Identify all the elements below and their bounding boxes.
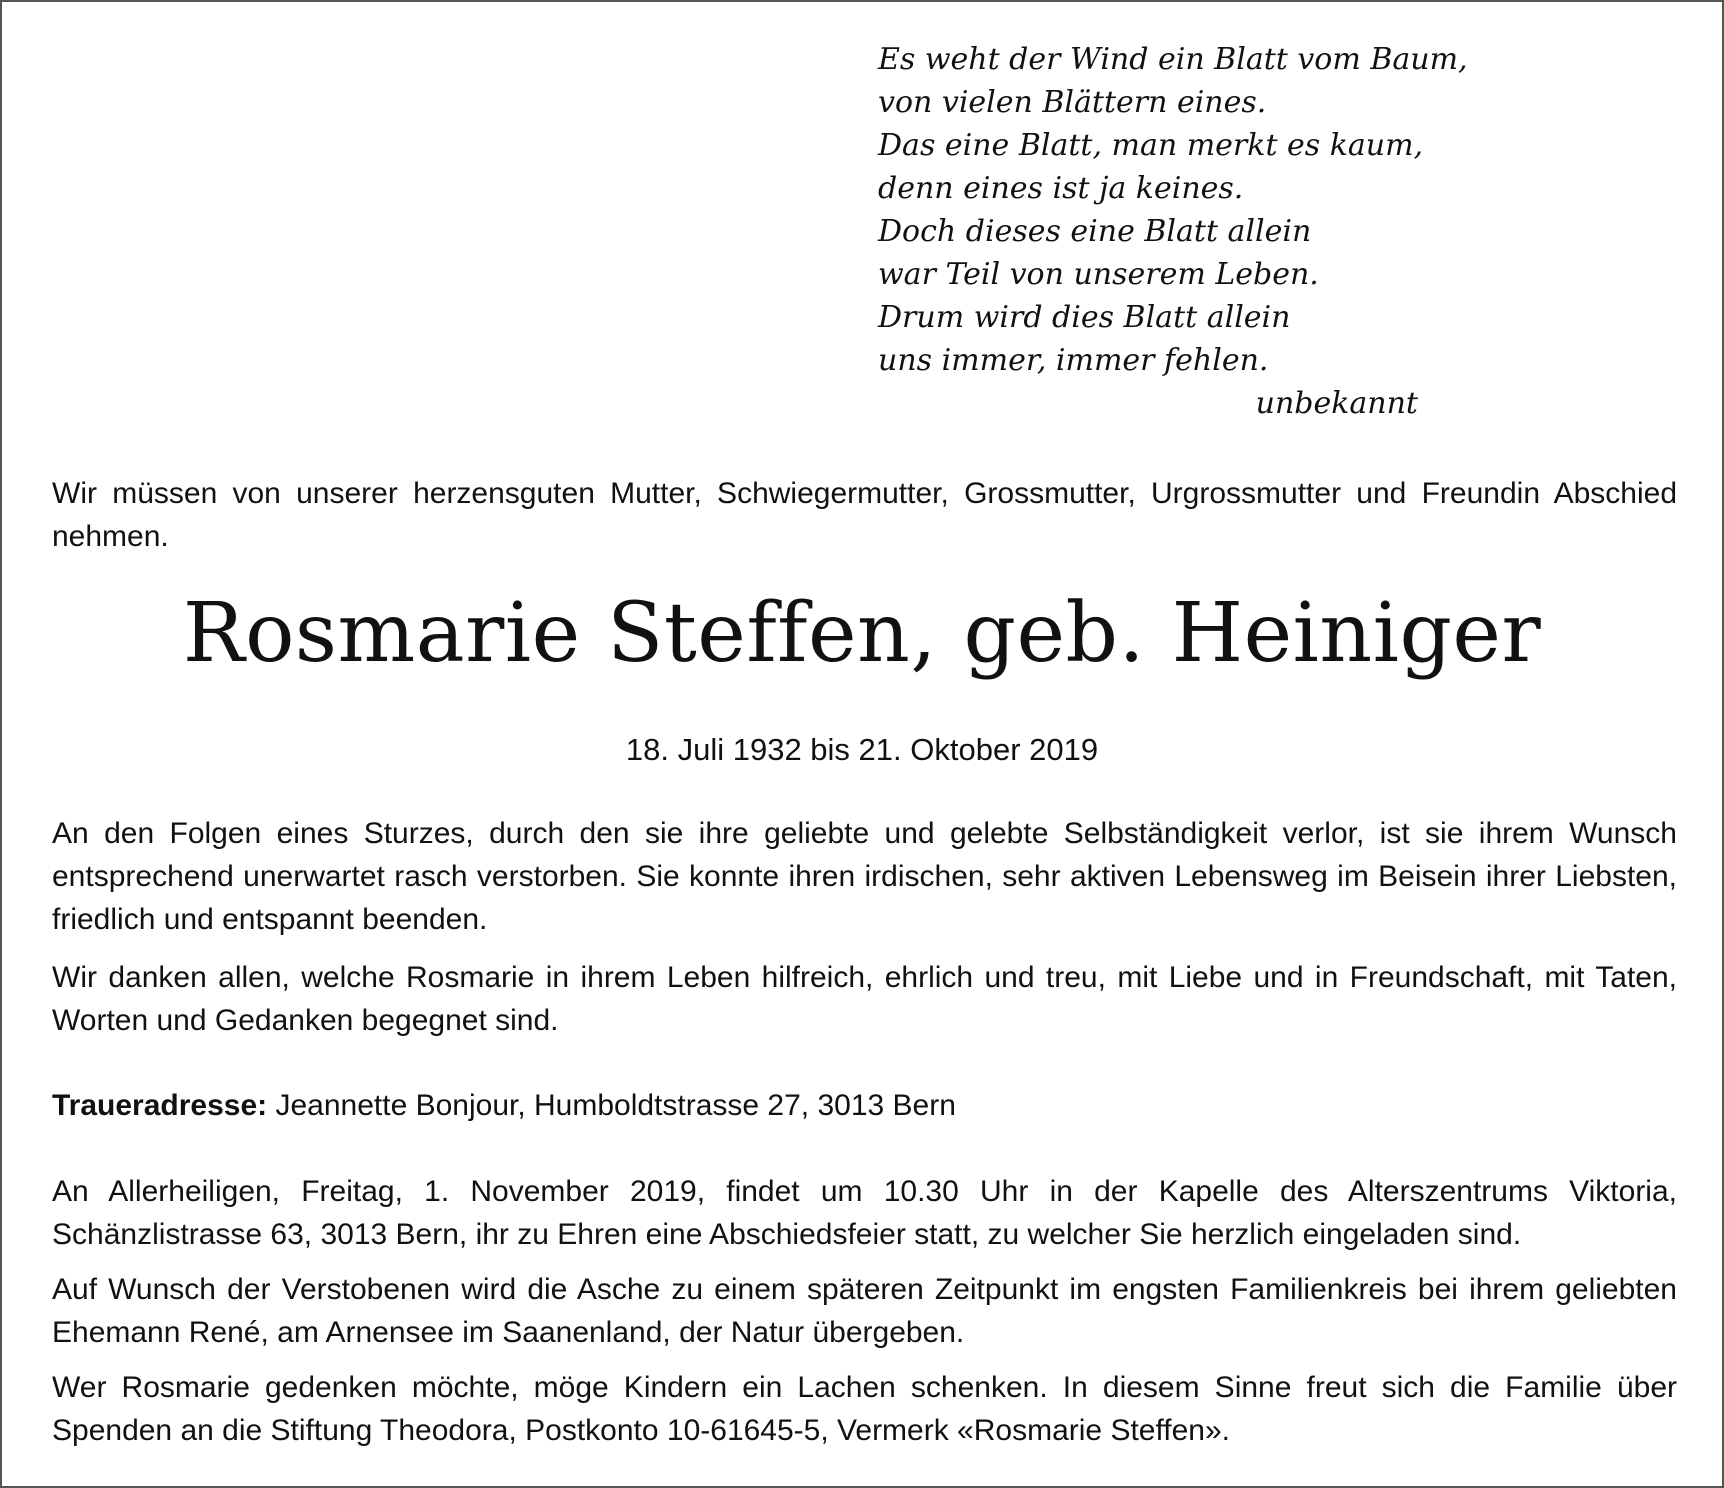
intro-text: Wir müssen von unserer herzensguten Mutter, Schwiegermutter, Grossmutter, Urgrossmutter und Freundin Abschied nehmen. xyxy=(52,477,1677,553)
poem-line: Es weht der Wind ein Blatt vom Baum, xyxy=(878,42,1468,77)
poem-author: unbekannt xyxy=(1255,386,1418,421)
paragraph-thanks: Wir danken allen, welche Rosmarie in ihrem Leben hilfreich, ehrlich und treu, mit Liebe und in Freundschaft, mit Taten, Worten und Gedanken begegnet sind. xyxy=(52,961,1677,1037)
paragraph-donations: Wer Rosmarie gedenken möchte, möge Kindern ein Lachen schenken. In diesem Sinne freut sich die Familie über Spenden an die Stiftung Theodora, Postkonto 10-61645-5, Vermerk «Rosmarie Steffen». xyxy=(52,1371,1677,1447)
poem-line: Das eine Blatt, man merkt es kaum, xyxy=(878,128,1424,163)
poem xyxy=(878,38,1468,425)
paragraph-circumstances: An den Folgen eines Sturzes, durch den sie ihre geliebte und gelebte Selbständigkeit verlor, ist sie ihrem Wunsch entsprechend unerwartet rasch verstorben. Sie konnte ihren irdischen, sehr aktiven Lebensweg im Beisein ihrer Liebsten, friedlich und entspannt beenden. xyxy=(52,817,1677,936)
poem-line: von vielen Blättern eines. xyxy=(878,85,1267,120)
poem-line: Drum wird dies Blatt allein xyxy=(878,300,1291,335)
life-dates: 18. Juli 1932 bis 21. Oktober 2019 xyxy=(625,732,1099,767)
address-label: Traueradresse: xyxy=(52,1089,268,1122)
poem-line: war Teil von unserem Leben. xyxy=(878,257,1319,292)
deceased-name: Rosmarie Steffen, geb. Heiniger xyxy=(182,586,1542,681)
paragraph-ashes: Auf Wunsch der Verstobenen wird die Asche zu einem späteren Zeitpunkt im engsten Familienkreis bei ihrem geliebten Ehemann René, am Arnensee im Saanenland, der Natur übergeben. xyxy=(52,1273,1677,1349)
address-value: Jeannette Bonjour, Humboldtstrasse 27, 3013 Bern xyxy=(267,1089,956,1122)
mourning-address xyxy=(52,1084,1677,1127)
paragraph-ceremony: An Allerheiligen, Freitag, 1. November 2019, findet um 10.30 Uhr in der Kapelle des Alterszentrums Viktoria, Schänzlistrasse 63, 3013 Bern, ihr zu Ehren eine Abschiedsfeier statt, zu welcher Sie herzlich eingeladen sind. xyxy=(52,1175,1677,1251)
poem-line: uns immer, immer fehlen. xyxy=(878,343,1269,378)
poem-line: denn eines ist ja keines. xyxy=(878,171,1244,206)
poem-line: Doch dieses eine Blatt allein xyxy=(878,214,1312,249)
